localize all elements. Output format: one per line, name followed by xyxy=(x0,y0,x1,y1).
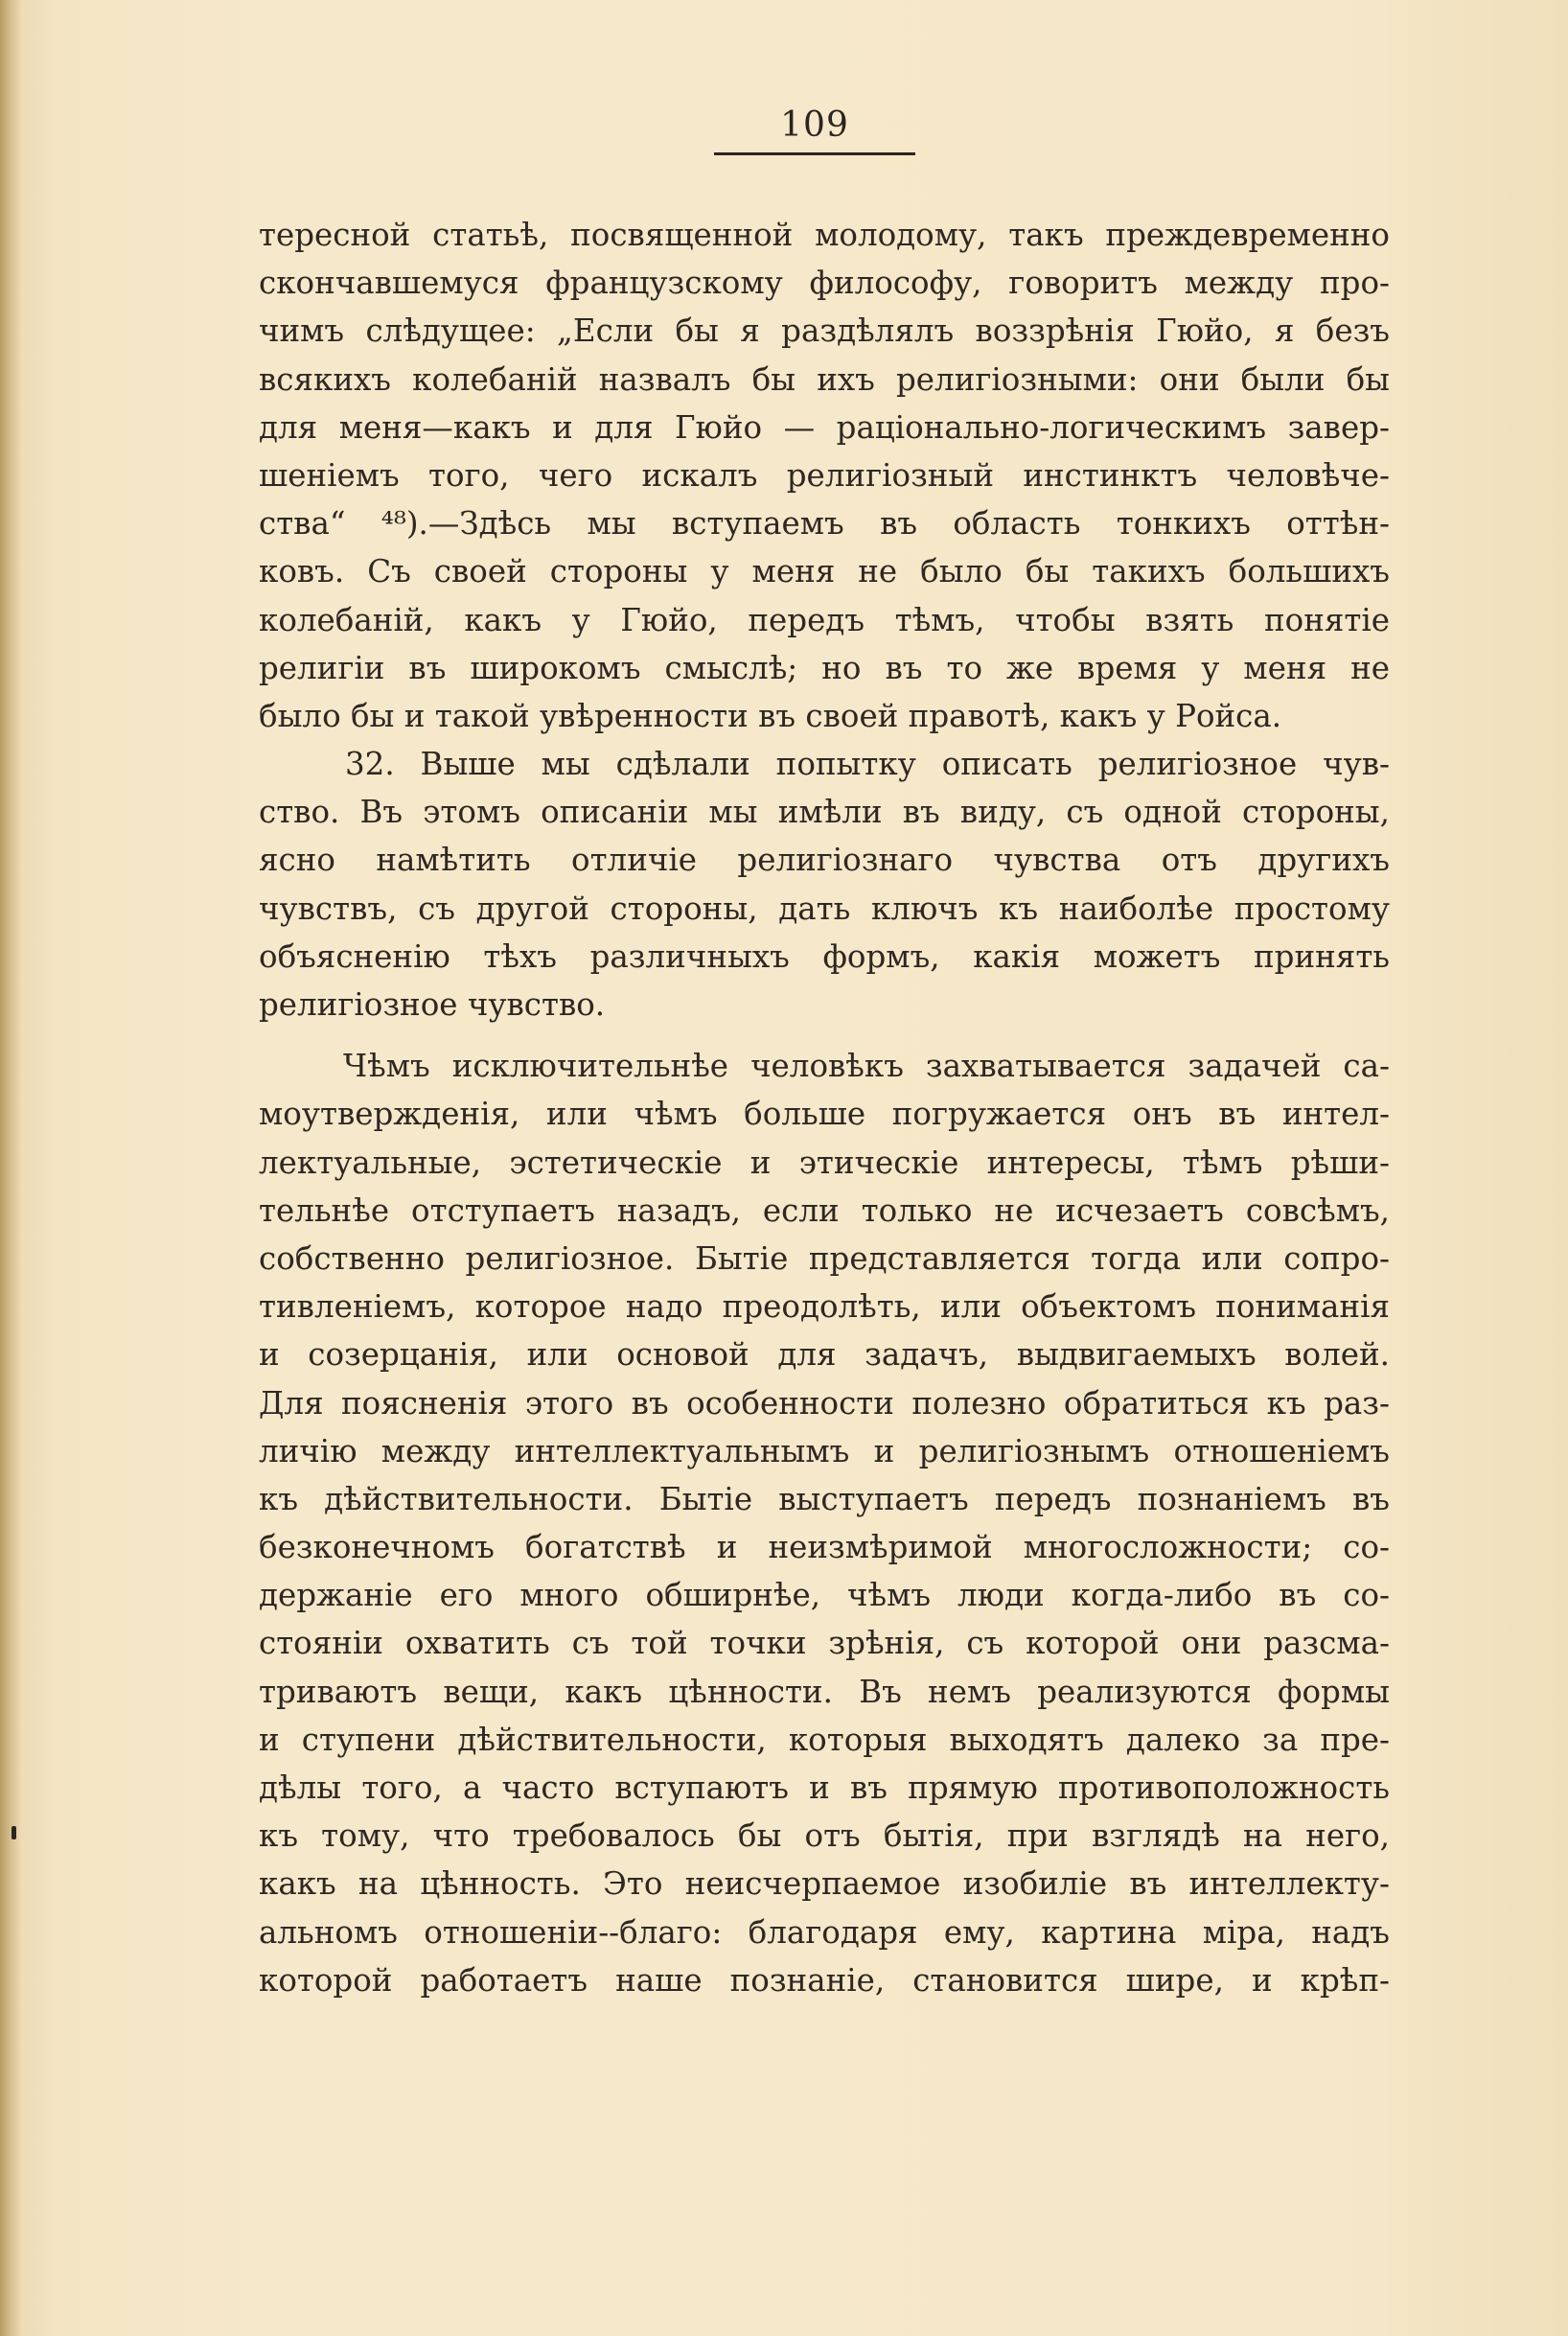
ink-mark xyxy=(12,1826,16,1839)
text-line: для меня—какъ и для Гюйо — раціонально-логическимъ завер- xyxy=(259,408,1390,446)
paragraph-3 xyxy=(259,1042,1390,2004)
text-line: шеніемъ того, чего искалъ религіозный инстинктъ человѣче- xyxy=(259,456,1390,494)
text-line: держаніе его много обширнѣе, чѣмъ люди когда-либо въ со- xyxy=(259,1577,1390,1614)
paragraph-1 xyxy=(259,211,1390,740)
text-line: триваютъ вещи, какъ цѣнности. Въ немъ реализуются формы xyxy=(259,1673,1390,1710)
page-number: 109 xyxy=(780,105,849,145)
text-line: 32. Выше мы сдѣлали попытку описать религіозное чув- xyxy=(345,746,1390,783)
text-line: было бы и такой увѣренности въ своей правотѣ, какъ у Ройса. xyxy=(259,697,1282,734)
text-line: религіи въ широкомъ смыслѣ; но въ то же время у меня не xyxy=(259,649,1390,686)
text-line: моутвержденія, или чѣмъ больше погружается онъ въ интел- xyxy=(259,1096,1390,1133)
text-line: лектуальные, эстетическіе и этическіе интересы, тѣмъ рѣши- xyxy=(259,1144,1390,1181)
text-line: религіозное чувство. xyxy=(259,986,606,1023)
binding-edge xyxy=(0,0,21,2336)
text-line: тивленіемъ, которое надо преодолѣть, или объектомъ пониманія xyxy=(259,1288,1390,1326)
text-line: стояніи охватить съ той точки зрѣнія, съ которой они разсма- xyxy=(259,1625,1390,1662)
paragraph-gap xyxy=(259,1029,1390,1042)
text-line: собственно религіозное. Бытіе представляется тогда или сопро- xyxy=(259,1239,1390,1277)
text-line: которой работаетъ наше познаніе, становится шире, и крѣп- xyxy=(259,1961,1390,1999)
text-line: чимъ слѣдущее: „Если бы я раздѣлялъ воззрѣнія Гюйо, я безъ xyxy=(259,312,1390,350)
text-line: дѣлы того, а часто вступаютъ и въ прямую противоположность xyxy=(259,1769,1390,1806)
paragraph-2 xyxy=(259,740,1390,1029)
text-line: тересной статьѣ, посвященной молодому, такъ преждевременно xyxy=(259,217,1390,253)
text-line: объясненію тѣхъ различныхъ формъ, какія можетъ принять xyxy=(259,937,1390,975)
text-line: какъ на цѣнность. Это неисчерпаемое изобиліе въ интеллекту- xyxy=(259,1865,1390,1903)
text-line: альномъ отношеніи--благо: благодаря ему, картина міра, надъ xyxy=(259,1913,1390,1951)
text-line: тельнѣе отступаетъ назадъ, если только не исчезаетъ совсѣмъ, xyxy=(259,1191,1390,1229)
text-line: къ дѣйствительности. Бытіе выступаетъ передъ познаніемъ въ xyxy=(259,1480,1390,1517)
text-line: чувствъ, съ другой стороны, дать ключъ къ наиболѣе простому xyxy=(259,890,1390,927)
text-line: Чѣмъ исключительнѣе человѣкъ захватывается задачей са- xyxy=(343,1048,1390,1085)
text-line: ство. Въ этомъ описаніи мы имѣли въ виду, съ одной стороны, xyxy=(259,794,1390,831)
text-line: и созерцанія, или основой для задачъ, выдвигаемыхъ волей. xyxy=(259,1336,1390,1374)
text-line: колебаній, какъ у Гюйо, передъ тѣмъ, чтобы взять понятіе xyxy=(259,601,1390,638)
page-number-rule xyxy=(714,152,915,155)
text-line: къ тому, что требовалось бы отъ бытія, при взглядѣ на него, xyxy=(259,1817,1390,1855)
text-line: безконечномъ богатствѣ и неизмѣримой многосложности; со- xyxy=(259,1529,1390,1566)
text-line: Для поясненія этого въ особенности полезно обратиться къ раз- xyxy=(259,1384,1390,1422)
text-line: ковъ. Съ своей стороны у меня не было бы такихъ большихъ xyxy=(259,553,1390,590)
text-body xyxy=(259,211,1390,2004)
text-line: личію между интеллектуальнымъ и религіознымъ отношеніемъ xyxy=(259,1432,1390,1469)
text-line: всякихъ колебаній назвалъ бы ихъ религіозными: они были бы xyxy=(259,360,1390,398)
text-line: и ступени дѣйствительности, которыя выходятъ далеко за пре- xyxy=(259,1721,1390,1758)
text-line: ясно намѣтить отличіе религіознаго чувства отъ другихъ xyxy=(259,842,1390,879)
text-line: скончавшемуся французскому философу, говоритъ между про- xyxy=(259,265,1390,302)
text-line: ства“ ⁴⁸).—Здѣсь мы вступаемъ въ область тонкихъ оттѣн- xyxy=(259,505,1390,543)
